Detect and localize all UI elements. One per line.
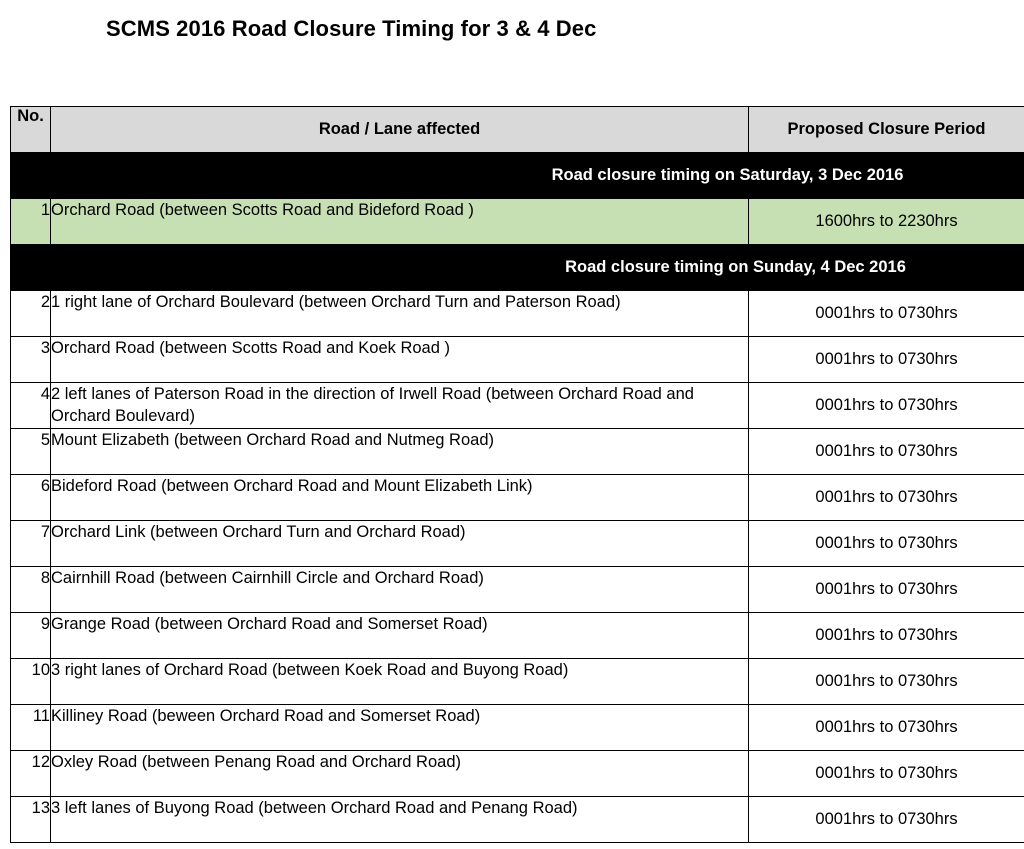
column-header-no: No. <box>11 107 51 153</box>
table-row <box>11 429 1024 475</box>
closure-period: 0001hrs to 0730hrs <box>749 521 1024 567</box>
page-title: SCMS 2016 Road Closure Timing for 3 & 4 Dec <box>106 16 597 41</box>
table-row <box>11 521 1024 567</box>
section-label-sunday: Road closure timing on Sunday, 4 Dec 2016 <box>565 258 906 276</box>
row-number: 9 <box>11 613 51 659</box>
closure-period: 0001hrs to 0730hrs <box>749 291 1024 337</box>
road-affected: Oxley Road (between Penang Road and Orchard Road) <box>51 751 749 797</box>
row-number: 10 <box>11 659 51 705</box>
table-row <box>11 475 1024 521</box>
section-header-saturday <box>11 153 1024 199</box>
row-number: 5 <box>11 429 51 475</box>
road-affected: 3 right lanes of Orchard Road (between Koek Road and Buyong Road) <box>51 659 749 705</box>
table-row <box>11 383 1024 429</box>
row-number: 6 <box>11 475 51 521</box>
closure-period: 0001hrs to 0730hrs <box>749 383 1024 429</box>
road-affected: 2 left lanes of Paterson Road in the direction of Irwell Road (between Orchard Road and Orchard Boulevard) <box>51 383 749 429</box>
table-row <box>11 567 1024 613</box>
closure-period: 0001hrs to 0730hrs <box>749 751 1024 797</box>
table-row <box>11 659 1024 705</box>
closure-period: 0001hrs to 0730hrs <box>749 475 1024 521</box>
table-row <box>11 705 1024 751</box>
table-header-row <box>11 107 1024 153</box>
row-number: 12 <box>11 751 51 797</box>
road-affected: Orchard Road (between Scotts Road and Bideford Road ) <box>51 199 749 245</box>
closure-period: 0001hrs to 0730hrs <box>749 429 1024 475</box>
section-label-saturday: Road closure timing on Saturday, 3 Dec 2016 <box>551 166 904 184</box>
table-row <box>11 337 1024 383</box>
row-number: 13 <box>11 797 51 843</box>
table-row <box>11 751 1024 797</box>
row-number: 3 <box>11 337 51 383</box>
road-affected: Killiney Road (beween Orchard Road and Somerset Road) <box>51 705 749 751</box>
column-header-road: Road / Lane affected <box>51 107 749 153</box>
road-affected: Orchard Road (between Scotts Road and Koek Road ) <box>51 337 749 383</box>
closure-period: 0001hrs to 0730hrs <box>749 567 1024 613</box>
table-row <box>11 613 1024 659</box>
row-number: 7 <box>11 521 51 567</box>
table-row <box>11 797 1024 843</box>
closure-period: 1600hrs to 2230hrs <box>749 199 1024 245</box>
row-number: 1 <box>11 199 51 245</box>
row-number: 8 <box>11 567 51 613</box>
road-closure-table <box>10 106 1024 843</box>
table-row <box>11 199 1024 245</box>
section-header-sunday <box>11 245 1024 291</box>
row-number: 11 <box>11 705 51 751</box>
closure-period: 0001hrs to 0730hrs <box>749 797 1024 843</box>
road-affected: Orchard Link (between Orchard Turn and Orchard Road) <box>51 521 749 567</box>
road-affected: 1 right lane of Orchard Boulevard (between Orchard Turn and Paterson Road) <box>51 291 749 337</box>
road-affected: Bideford Road (between Orchard Road and Mount Elizabeth Link) <box>51 475 749 521</box>
column-header-period: Proposed Closure Period <box>749 107 1024 153</box>
closure-period: 0001hrs to 0730hrs <box>749 705 1024 751</box>
road-affected: 3 left lanes of Buyong Road (between Orchard Road and Penang Road) <box>51 797 749 843</box>
road-affected: Cairnhill Road (between Cairnhill Circle and Orchard Road) <box>51 567 749 613</box>
closure-period: 0001hrs to 0730hrs <box>749 613 1024 659</box>
closure-period: 0001hrs to 0730hrs <box>749 659 1024 705</box>
closure-period: 0001hrs to 0730hrs <box>749 337 1024 383</box>
row-number: 2 <box>11 291 51 337</box>
road-affected: Mount Elizabeth (between Orchard Road and Nutmeg Road) <box>51 429 749 475</box>
row-number: 4 <box>11 383 51 429</box>
road-affected: Grange Road (between Orchard Road and Somerset Road) <box>51 613 749 659</box>
table-row <box>11 291 1024 337</box>
